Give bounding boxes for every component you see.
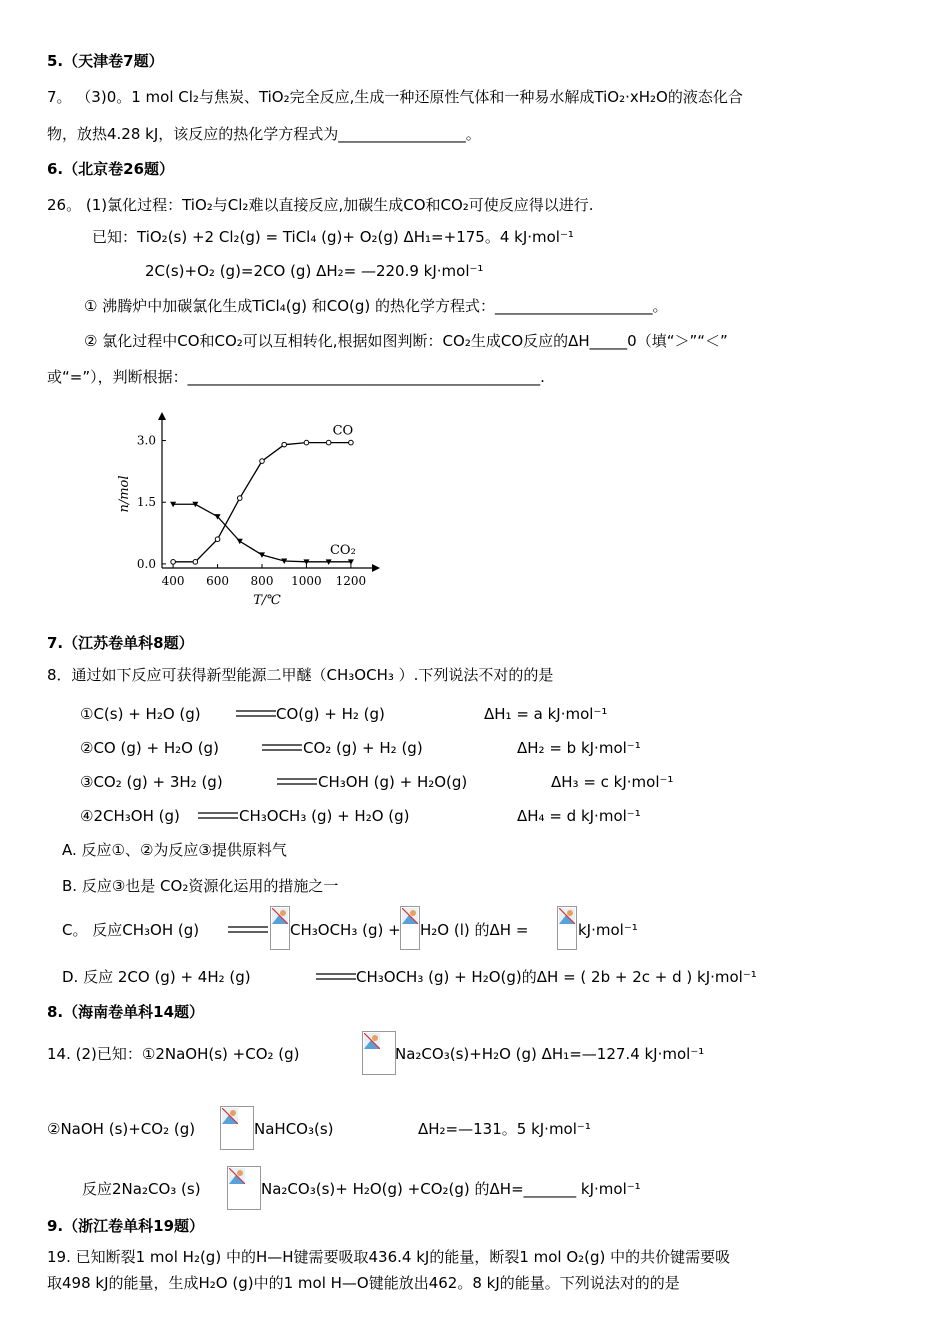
section-5-heading: 5.（天津卷7题） <box>47 52 164 70</box>
reaction-1-dh: ΔH₁ = a kJ·mol⁻¹ <box>484 705 608 723</box>
broken-image-icon <box>398 906 422 950</box>
point-CO <box>193 560 198 565</box>
option-c-part-3: H₂O (l) 的ΔH = <box>420 921 529 939</box>
option-b: B. 反应③也是 CO₂资源化运用的措施之一 <box>62 877 339 895</box>
q7-line-1: 7。 （3)0。1 mol Cl₂与焦炭、TiO₂完全反应,生成一种还原性气体和一种易水解成TiO₂·xH₂O的液态化合 <box>47 88 743 106</box>
q26-given-2: 2C(s)+O₂ (g)=2CO (g) ΔH₂= —220.9 kJ·mol⁻¹ <box>145 262 484 280</box>
reaction-3-left: ③CO₂ (g) + 3H₂ (g) <box>80 773 223 791</box>
reaction-2-dh: ΔH₂ = b kJ·mol⁻¹ <box>517 739 641 757</box>
y-tick-label: 1.5 <box>136 495 156 510</box>
y-tick-label: 3.0 <box>136 433 156 448</box>
chart-axes <box>117 412 380 608</box>
option-a: A. 反应①、②为反应③提供原料气 <box>62 841 287 859</box>
section-8-heading: 8.（海南卷单科14题） <box>47 1003 205 1021</box>
option-c-part-1: C。 反应CH₃OH (g) <box>62 921 200 939</box>
q19-line-2: 取498 kJ的能量，生成H₂O (g)中的1 mol H—O键能放出462。8 kJ的能量。下列说法对的的是 <box>47 1274 680 1292</box>
broken-image-icon <box>218 1106 256 1150</box>
section-6-heading: 6.（北京卷26题） <box>47 160 175 178</box>
x-tick-label: 600 <box>206 574 230 588</box>
point-CO <box>349 440 354 445</box>
point-CO <box>171 560 176 565</box>
point-CO2 <box>237 539 243 545</box>
point-CO <box>260 459 265 464</box>
option-d-part-1: D. 反应 2CO (g) + 4H₂ (g) <box>62 968 251 986</box>
q26-sub-2-cont: 或“=”），判断根据：_______________________________________________. <box>47 368 545 386</box>
q26-given-1: 已知：TiO₂(s) +2 Cl₂(g) = TiCl₄ (g)+ O₂(g) ΔH₁=+175。4 kJ·mol⁻¹ <box>92 228 574 246</box>
x-axis-label: T/℃ <box>253 593 281 608</box>
broken-image-icon <box>268 906 292 950</box>
reaction-2-left: ②CO (g) + H₂O (g) <box>80 739 219 757</box>
x-axis-arrow-icon <box>372 564 380 572</box>
q26-line-1: 26。 (1)氯化过程：TiO₂与Cl₂难以直接反应,加碳生成CO和CO₂可使反应得以进行. <box>47 196 594 214</box>
point-CO <box>215 537 220 542</box>
equal-arrow-icon <box>198 810 238 822</box>
option-c-part-2: CH₃OCH₃ (g) + <box>290 921 401 939</box>
x-tick-label: 1000 <box>291 574 322 588</box>
broken-image-icon <box>360 1031 398 1075</box>
q14-line-1-right: Na₂CO₃(s)+H₂O (g) ΔH₁=—127.4 kJ·mol⁻¹ <box>395 1045 705 1063</box>
x-tick-label: 1200 <box>335 574 367 588</box>
equal-arrow-icon <box>262 742 302 754</box>
reaction-4-left: ④2CH₃OH (g) <box>80 807 180 825</box>
reaction-4-right: CH₃OCH₃ (g) + H₂O (g) <box>239 807 410 825</box>
q14-line-2-mid: NaHCO₃(s) <box>254 1120 334 1138</box>
series-label-CO: CO <box>332 423 354 439</box>
reaction-1-left: ①C(s) + H₂O (g) <box>80 705 201 723</box>
broken-image-icon <box>555 906 579 950</box>
y-axis-label: n/mol <box>117 475 132 513</box>
y-tick-label: 0.0 <box>136 556 156 571</box>
q14-line-3-right: Na₂CO₃(s)+ H₂O(g) +CO₂(g) 的ΔH=_______ kJ·mol⁻¹ <box>261 1180 641 1198</box>
point-CO <box>237 496 242 501</box>
equal-arrow-icon <box>316 971 356 983</box>
reaction-1-right: CO(g) + H₂ (g) <box>276 705 385 723</box>
q14-line-3-left: 反应2Na₂CO₃ (s) <box>82 1180 201 1198</box>
section-9-heading: 9.（浙江卷单科19题） <box>47 1217 205 1235</box>
q8-stem: 8．通过如下反应可获得新型能源二甲醚（CH₃OCH₃ ）.下列说法不对的的是 <box>47 666 554 684</box>
y-axis-arrow-icon <box>158 412 166 420</box>
equal-arrow-icon <box>277 776 317 788</box>
chart-marks <box>170 424 356 565</box>
q14-line-2-left: ②NaOH (s)+CO₂ (g) <box>47 1120 196 1138</box>
reaction-3-right: CH₃OH (g) + H₂O(g) <box>318 773 468 791</box>
q19-line-1: 19. 已知断裂1 mol H₂(g) 中的H—H键需要吸取436.4 kJ的能量，断裂1 mol O₂(g) 中的共价键需要吸 <box>47 1248 731 1266</box>
point-CO <box>326 440 331 445</box>
equal-arrow-icon <box>228 924 268 936</box>
q7-line-2: 物，放热4.28 kJ，该反应的热化学方程式为_________________。 <box>47 125 481 143</box>
option-d-part-2: CH₃OCH₃ (g) + H₂O(g)的ΔH = ( 2b + 2c + d ) kJ·mol⁻¹ <box>356 968 757 986</box>
section-7-heading: 7.（江苏卷单科8题） <box>47 634 194 652</box>
point-CO <box>304 440 309 445</box>
q14-line-2-dh: ΔH₂=—131。5 kJ·mol⁻¹ <box>418 1120 591 1138</box>
x-tick-label: 400 <box>161 574 185 588</box>
reaction-2-right: CO₂ (g) + H₂ (g) <box>303 739 423 757</box>
q14-line-1-left: 14. (2)已知：①2NaOH(s) +CO₂ (g) <box>47 1045 300 1063</box>
reaction-4-dh: ΔH₄ = d kJ·mol⁻¹ <box>517 807 641 825</box>
series-label-CO2: CO₂ <box>329 542 356 558</box>
co-co2-chart <box>100 408 380 608</box>
point-CO <box>282 442 287 447</box>
option-c-part-4: kJ·mol⁻¹ <box>578 921 638 939</box>
reaction-3-dh: ΔH₃ = c kJ·mol⁻¹ <box>551 773 674 791</box>
equal-arrow-icon <box>236 708 276 720</box>
x-tick-label: 800 <box>250 574 274 588</box>
q26-sub-2: ② 氯化过程中CO和CO₂可以互相转化,根据如图判断：CO₂生成CO反应的ΔH_____0（填“＞”“＜” <box>84 332 728 350</box>
q26-sub-1: ① 沸腾炉中加碳氯化生成TiCl₄(g) 和CO(g) 的热化学方程式：_____________________。 <box>84 297 668 315</box>
broken-image-icon <box>225 1166 263 1210</box>
